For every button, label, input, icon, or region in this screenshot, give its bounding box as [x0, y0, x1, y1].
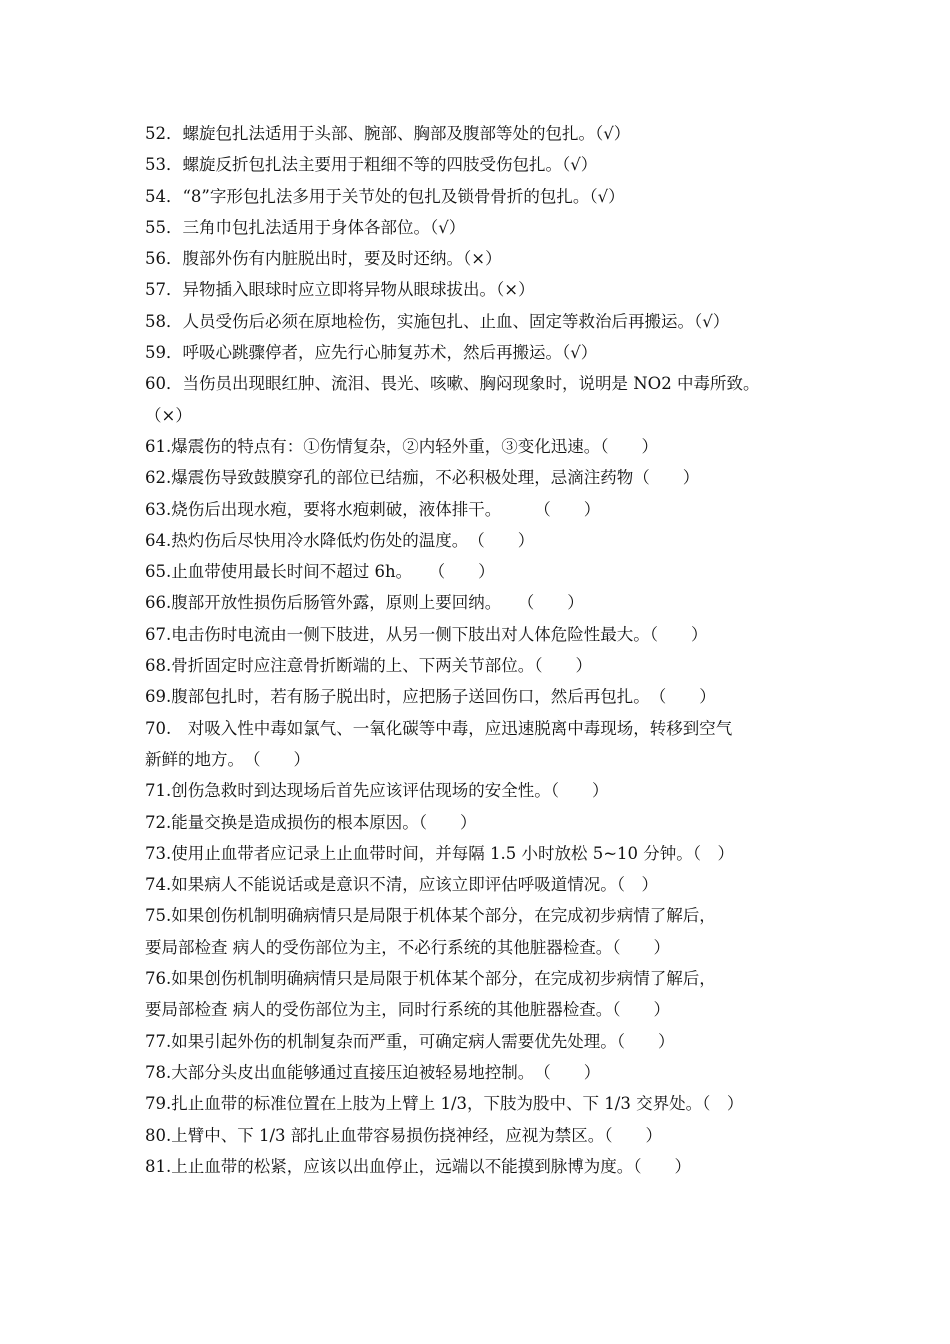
- question-60-answer: （×）: [145, 405, 192, 425]
- question-79: 79.扎止血带的标准位置在上肢为上臂上 1/3，下肢为股中、下 1/3 交界处。（ ）: [145, 1094, 744, 1114]
- question-60: 60．当伤员出现眼红肿、流泪、畏光、咳嗽、胸闷现象时，说明是 NO2 中毒所致。: [145, 374, 760, 394]
- question-81: 81.上止血带的松紧，应该以出血停止，远端以不能摸到脉博为度。（ ）: [145, 1156, 691, 1176]
- question-56: 56．腹部外伤有内脏脱出时，要及时还纳。（×）: [145, 249, 502, 269]
- question-70-continued: 新鲜的地方。 （ ）: [145, 749, 310, 769]
- question-65: 65.止血带使用最长时间不超过 6h。 （ ）: [145, 562, 495, 582]
- question-53: 53．螺旋反折包扎法主要用于粗细不等的四肢受伤包扎。（√）: [145, 155, 598, 175]
- question-75: 75.如果创伤机制明确病情只是局限于机体某个部分，在完成初步病情了解后，: [145, 906, 716, 926]
- question-78: 78.大部分头皮出血能够通过直接压迫被轻易地控制。 （ ）: [145, 1062, 601, 1082]
- question-58: 58．人员受伤后必须在原地检伤，实施包扎、止血、固定等救治后再搬运。（√）: [145, 311, 730, 331]
- question-69: 69.腹部包扎时，若有肠子脱出时，应把肠子送回伤口，然后再包扎。 （ ）: [145, 687, 716, 707]
- question-54: 54．“8”字形包扎法多用于关节处的包扎及锁骨骨折的包扎。（√）: [145, 186, 625, 206]
- question-77: 77.如果引起外伤的机制复杂而严重，可确定病人需要优先处理。（ ）: [145, 1031, 675, 1051]
- question-76: 76.如果创伤机制明确病情只是局限于机体某个部分，在完成初步病情了解后，: [145, 969, 716, 989]
- question-72: 72.能量交换是造成损伤的根本原因。（ ）: [145, 812, 477, 832]
- question-67: 67.电击伤时电流由一侧下肢进，从另一侧下肢出对人体危险性最大。（ ）: [145, 624, 708, 644]
- question-59: 59．呼吸心跳骤停者，应先行心肺复苏术，然后再搬运。（√）: [145, 343, 598, 363]
- question-list: [145, 118, 813, 1182]
- question-61: 61.爆震伤的特点有：①伤情复杂，②内轻外重，③变化迅速。（ ）: [145, 436, 658, 456]
- question-71: 71.创伤急救时到达现场后首先应该评估现场的安全性。（ ）: [145, 781, 609, 801]
- question-57: 57．异物插入眼球时应立即将异物从眼球拔出。（×）: [145, 280, 535, 300]
- question-62: 62.爆震伤导致鼓膜穿孔的部位已结痂，不必积极处理，忌滴注药物（ ）: [145, 468, 700, 488]
- question-63: 63.烧伤后出现水疱，要将水疱刺破，液体排干。 （ ）: [145, 499, 601, 519]
- question-64: 64.热灼伤后尽快用冷水降低灼伤处的温度。 （ ）: [145, 530, 535, 550]
- question-52: 52．螺旋包扎法适用于头部、腕部、胸部及腹部等处的包扎。（√）: [145, 124, 631, 143]
- question-73: 73.使用止血带者应记录上止血带时间，并每隔 1.5 小时放松 5~10 分钟。（ ）: [145, 843, 735, 863]
- question-74: 74.如果病人不能说话或是意识不清，应该立即评估呼吸道情况。（ ）: [145, 875, 658, 895]
- question-75-continued: 要局部检查 病人的受伤部位为主，不必行系统的其他脏器检查。（ ）: [145, 937, 670, 957]
- question-80: 80.上臂中、下 1/3 部扎止血带容易损伤挠神经，应视为禁区。（ ）: [145, 1125, 663, 1145]
- question-70: 70. 对吸入性中毒如氯气、一氧化碳等中毒，应迅速脱离中毒现场，转移到空气: [145, 718, 733, 738]
- question-55: 55．三角巾包扎法适用于身体各部位。（√）: [145, 217, 466, 237]
- question-66: 66.腹部开放性损伤后肠管外露，原则上要回纳。 （ ）: [145, 593, 584, 613]
- question-76-continued: 要局部检查 病人的受伤部位为主，同时行系统的其他脏器检查。（ ）: [145, 1000, 670, 1020]
- question-68: 68.骨折固定时应注意骨折断端的上、下两关节部位。（ ）: [145, 656, 592, 676]
